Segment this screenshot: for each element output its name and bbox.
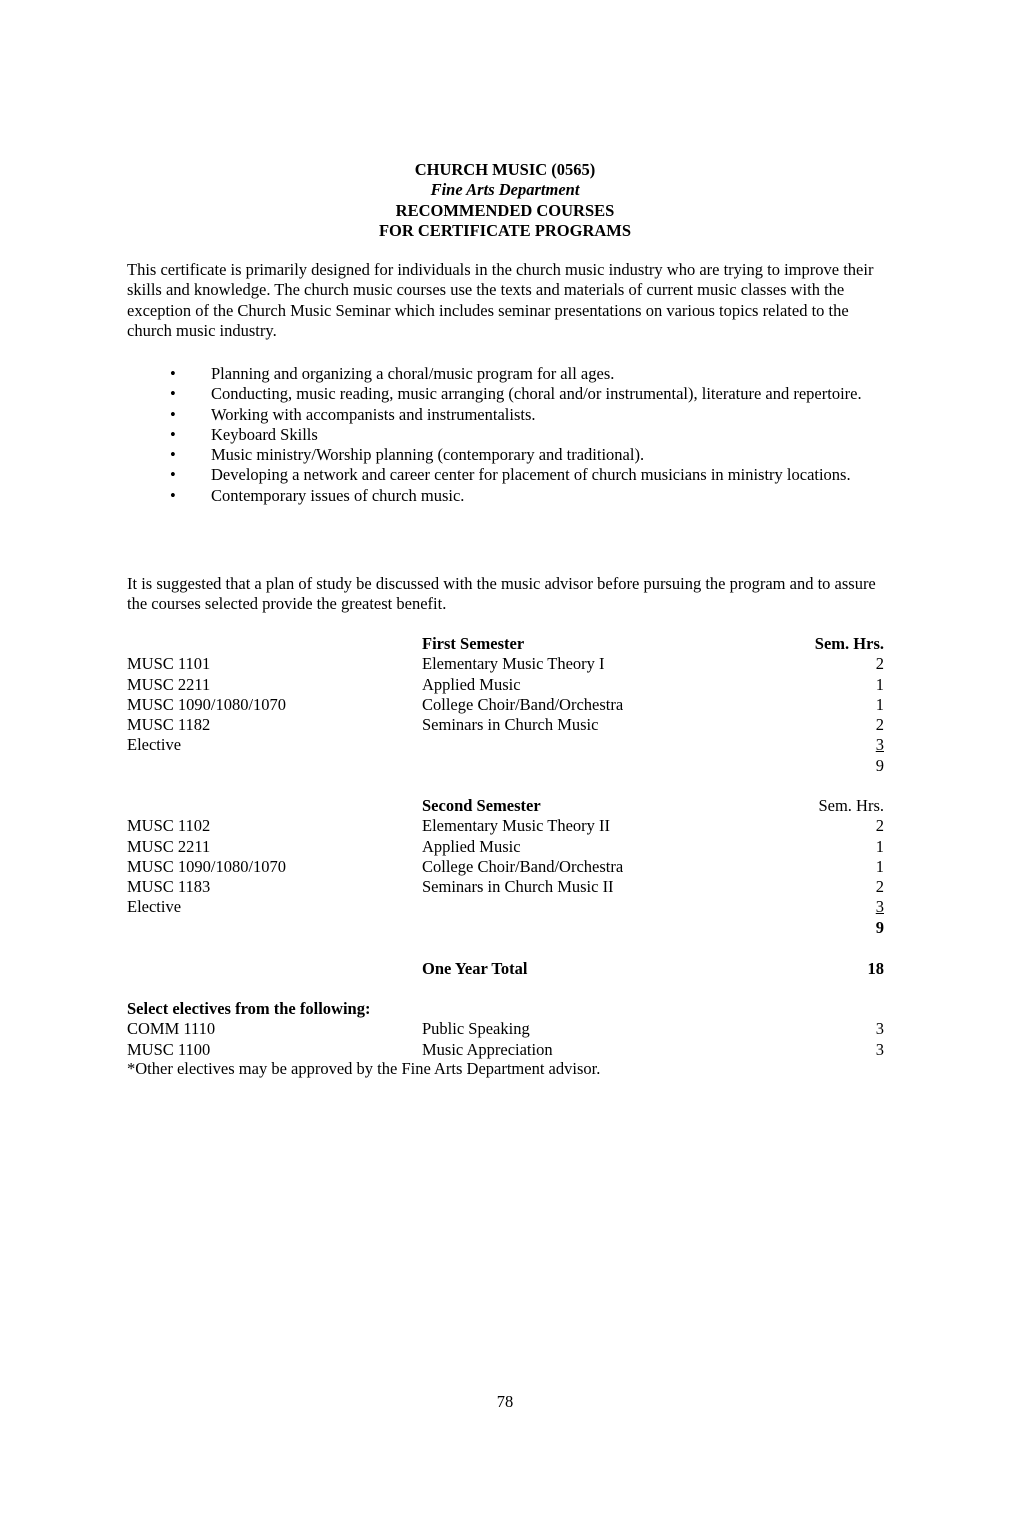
course-hours: 2 — [875, 715, 884, 735]
course-code: MUSC 1102 — [127, 816, 211, 836]
topics-list — [127, 364, 887, 506]
course-code: MUSC 1183 — [127, 877, 211, 897]
list-item — [127, 384, 887, 404]
course-hours: 2 — [875, 654, 884, 674]
program-title: CHURCH MUSIC (0565) — [414, 160, 596, 179]
list-item-text: Planning and organizing a choral/music program for all ages. — [211, 364, 615, 383]
course-code: MUSC 1100 — [127, 1039, 211, 1059]
course-code: Elective — [127, 735, 182, 755]
list-item — [127, 405, 887, 425]
semester-title: First Semester — [422, 634, 525, 653]
semester-total: 9 — [875, 917, 884, 937]
table-row — [127, 715, 884, 735]
table-row — [127, 959, 884, 979]
course-name: Music Appreciation — [422, 1039, 553, 1059]
list-item — [127, 364, 887, 384]
heading-recommended-courses: RECOMMENDED COURSES — [395, 200, 615, 220]
course-name: Applied Music — [422, 674, 521, 694]
table-row — [127, 1019, 884, 1039]
hours-header: Sem. Hrs. — [814, 634, 884, 653]
bullet-icon: • — [170, 485, 176, 505]
course-name: College Choir/Band/Orchestra — [422, 694, 624, 714]
course-name: Elementary Music Theory I — [422, 654, 605, 674]
list-item — [127, 425, 887, 445]
bullet-icon: • — [170, 364, 176, 383]
table-row — [127, 654, 884, 674]
intro-paragraph: This certificate is primarily designed for individuals in the church music industry who are trying to improve their skills and knowledge. The church music courses use the texts and materials of current music classes with the exception of the Church Music Seminar which includes seminar presentations on various topics related to the church music industry. — [127, 260, 874, 340]
one-year-total-value: 18 — [867, 959, 884, 978]
advice-paragraph: It is suggested that a plan of study be discussed with the music advisor before pursuing the program and to assure the courses selected provide the greatest benefit. — [127, 574, 876, 614]
semester-total: 9 — [875, 755, 884, 775]
course-code: Elective — [127, 897, 182, 917]
list-item — [127, 486, 887, 506]
list-item-text: Conducting, music reading, music arranging (choral and/or instrumental), literature and repertoire. — [211, 384, 862, 404]
bullet-icon: • — [170, 424, 176, 444]
course-name: Applied Music — [422, 836, 521, 856]
course-hours: 1 — [875, 836, 884, 856]
semester-total-row — [127, 918, 884, 938]
course-code: MUSC 1090/1080/1070 — [127, 856, 287, 876]
semester-header-row — [127, 796, 884, 816]
list-item-text: Contemporary issues of church music. — [211, 485, 465, 505]
list-item — [127, 445, 887, 465]
list-item-text: Working with accompanists and instrumentalists. — [211, 404, 536, 424]
hours-header: Sem. Hrs. — [818, 796, 884, 815]
semester-total-row — [127, 756, 884, 776]
table-row — [127, 837, 884, 857]
list-item — [127, 465, 887, 485]
course-hours: 1 — [875, 674, 884, 694]
course-code: MUSC 2211 — [127, 836, 211, 856]
table-row — [127, 1040, 884, 1060]
course-hours: 3 — [875, 1039, 884, 1059]
course-hours: 3 — [875, 735, 884, 755]
electives-title: Select electives from the following: — [127, 999, 371, 1018]
bullet-icon: • — [170, 445, 176, 465]
table-row — [127, 877, 884, 897]
course-name: Seminars in Church Music — [422, 715, 599, 735]
first-semester-table — [127, 634, 884, 776]
semester-title: Second Semester — [422, 796, 541, 815]
course-name: Public Speaking — [422, 1019, 530, 1039]
bullet-icon: • — [170, 384, 176, 404]
department-name: Fine Arts Department — [430, 180, 580, 200]
one-year-total-label: One Year Total — [422, 959, 528, 978]
one-year-total-row — [127, 959, 884, 979]
semester-header-row — [127, 634, 884, 654]
course-code: MUSC 1182 — [127, 715, 211, 735]
document-heading — [0, 160, 1010, 241]
table-row — [127, 897, 884, 917]
electives-table — [127, 999, 884, 1060]
course-hours: 2 — [875, 816, 884, 836]
course-code: COMM 1110 — [127, 1019, 216, 1039]
table-row — [127, 816, 884, 836]
electives-header-row — [127, 999, 884, 1019]
course-hours: 3 — [875, 1019, 884, 1039]
list-item-text: Keyboard Skills — [211, 424, 318, 444]
course-code: MUSC 2211 — [127, 674, 211, 694]
course-code: MUSC 1090/1080/1070 — [127, 694, 287, 714]
table-row — [127, 675, 884, 695]
table-row — [127, 735, 884, 755]
table-row — [127, 857, 884, 877]
list-item-text: Developing a network and career center for placement of church musicians in ministry locations. — [211, 465, 851, 485]
course-name: Seminars in Church Music II — [422, 877, 614, 897]
page-number: 78 — [496, 1392, 514, 1411]
course-hours: 1 — [875, 694, 884, 714]
table-row — [127, 695, 884, 715]
course-hours: 1 — [875, 856, 884, 876]
course-name: College Choir/Band/Orchestra — [422, 856, 624, 876]
course-name: Elementary Music Theory II — [422, 816, 611, 836]
bullet-icon: • — [170, 404, 176, 424]
second-semester-table — [127, 796, 884, 938]
course-code: MUSC 1101 — [127, 654, 211, 674]
list-item-text: Music ministry/Worship planning (contemporary and traditional). — [211, 445, 645, 465]
course-hours: 3 — [875, 897, 884, 917]
course-hours: 2 — [875, 877, 884, 897]
electives-note: *Other electives may be approved by the Fine Arts Department advisor. — [127, 1059, 601, 1078]
heading-certificate-programs: FOR CERTIFICATE PROGRAMS — [378, 220, 632, 240]
bullet-icon: • — [170, 465, 176, 485]
